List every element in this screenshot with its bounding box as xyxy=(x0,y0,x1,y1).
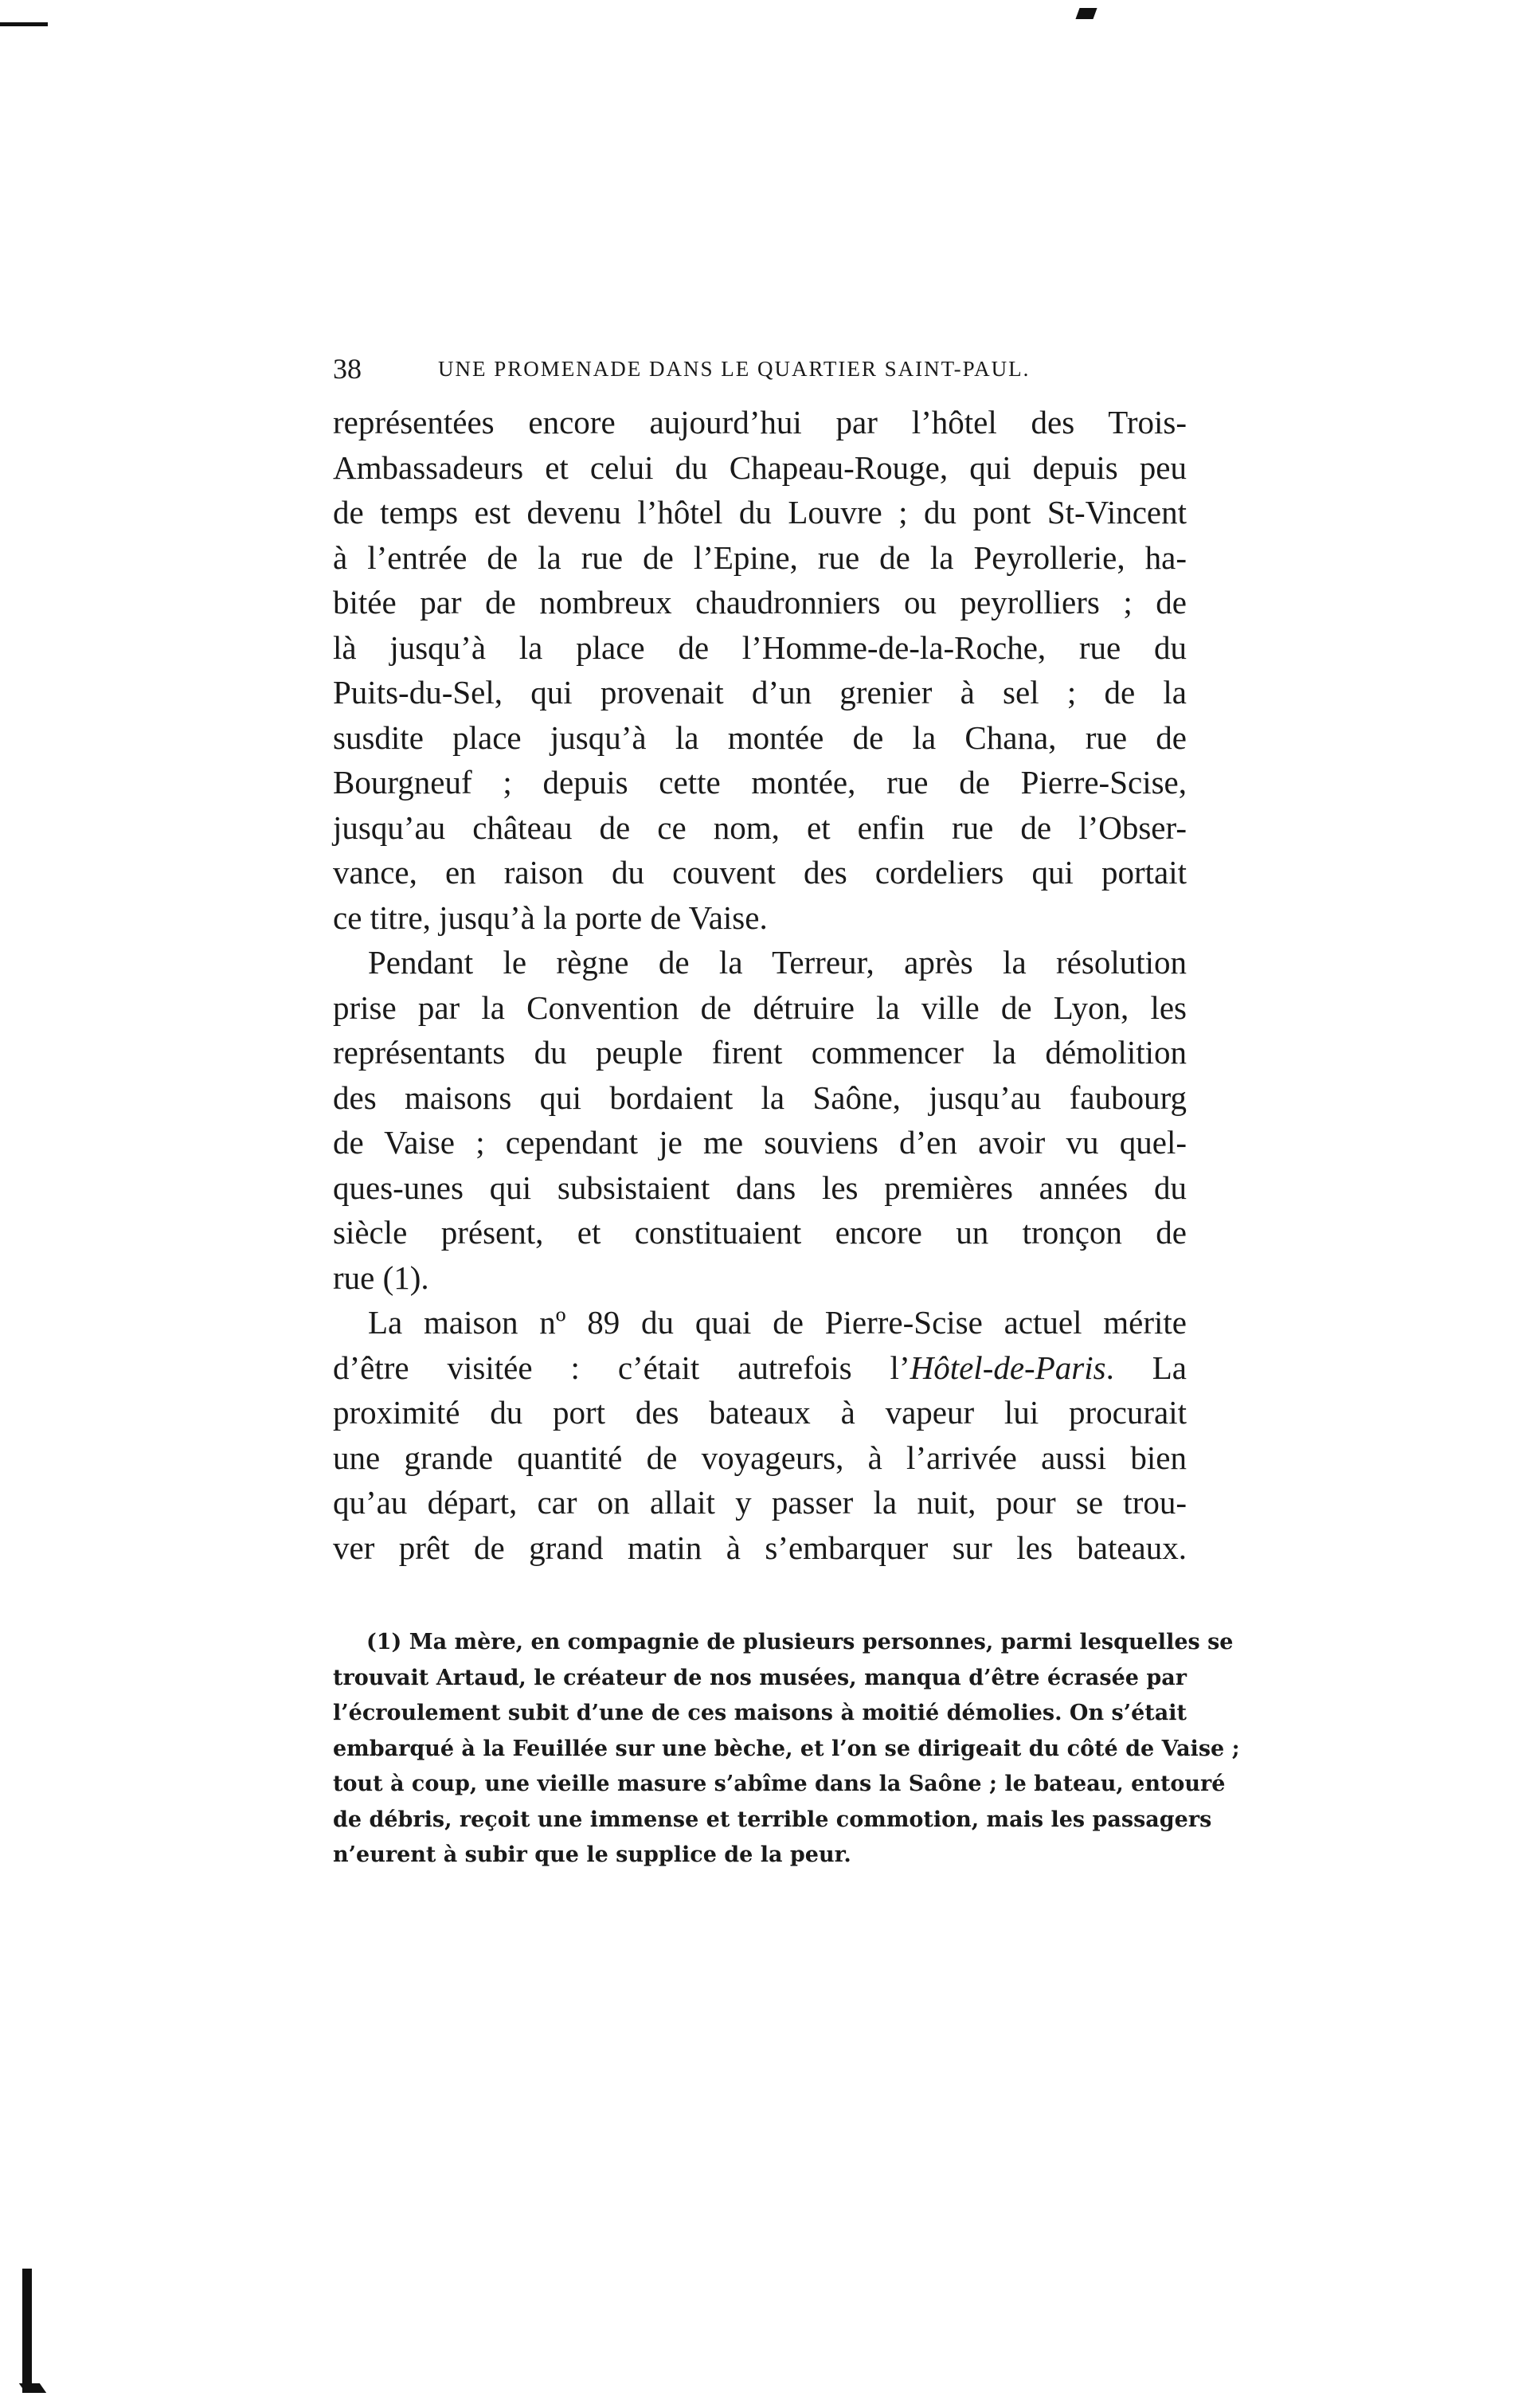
body-line: Ambassadeurs et celui du Chapeau-Rouge, qui depuis peu xyxy=(333,448,1187,486)
body-line: proximité du port des bateaux à vapeur lui procurait xyxy=(333,1394,1187,1431)
body-line: jusqu’au château de ce nom, et enfin rue de l’Obser- xyxy=(333,809,1187,846)
body-line: Bourgneuf ; depuis cette montée, rue de Pierre-Scise, xyxy=(333,764,1187,801)
body-line: une grande quantité de voyageurs, à l’arrivée aussi bien xyxy=(333,1439,1187,1476)
body-line: de temps est devenu l’hôtel du Louvre ; du pont St-Vincent xyxy=(333,494,1187,531)
body-line-with-italic xyxy=(333,1345,1187,1391)
body-line: vance, en raison du couvent des cordeliers qui portait xyxy=(333,854,1187,891)
body-line-part: . La xyxy=(1105,1349,1187,1386)
body-text xyxy=(333,400,1187,1570)
body-line: ver prêt de grand matin à s’embarquer sur les bateaux. xyxy=(333,1529,1187,1566)
footnote-line: de débris, reçoit une immense et terrible commotion, mais les passagers xyxy=(333,1807,1212,1832)
scan-mark-bottom-left xyxy=(22,2269,32,2393)
body-line: représentées encore aujourd’hui par l’hôtel des Trois- xyxy=(333,404,1187,440)
body-line: ce titre, jusqu’à la porte de Vaise. xyxy=(333,899,768,936)
footnote-line: embarqué à la Feuillée sur une bèche, et l’on se dirigeait du côté de Vaise ; xyxy=(333,1736,1240,1761)
body-line: à l’entrée de la rue de l’Epine, rue de la Peyrollerie, ha- xyxy=(333,538,1187,576)
footnote-line: n’eurent à subir que le supplice de la peur. xyxy=(333,1842,851,1867)
body-line: qu’au départ, car on allait y passer la nuit, pour se trou- xyxy=(333,1484,1187,1521)
body-line: des maisons qui bordaient la Saône, jusqu’au faubourg xyxy=(333,1079,1187,1116)
body-line: prise par la Convention de détruire la ville de Lyon, les xyxy=(333,989,1187,1026)
footnote-line: tout à coup, une vieille masure s’abîme dans la Saône ; le bateau, entouré xyxy=(333,1772,1226,1796)
body-line: La maison nº 89 du quai de Pierre-Scise actuel mérite xyxy=(368,1304,1187,1341)
body-line: de Vaise ; cependant je me souviens d’en avoir vu quel- xyxy=(333,1124,1187,1161)
running-title: UNE PROMENADE DANS LE QUARTIER SAINT-PAUL. xyxy=(438,357,1031,381)
scan-mark-top-left xyxy=(0,22,48,26)
running-header xyxy=(333,349,1097,389)
body-line: représentants du peuple firent commencer la démolition xyxy=(333,1034,1187,1071)
body-line: rue (1). xyxy=(333,1259,429,1296)
body-line: susdite place jusqu’à la montée de la Chana, rue de xyxy=(333,718,1187,756)
italic-hotel-name: Hôtel-de-Paris xyxy=(910,1349,1106,1386)
body-line: Puits-du-Sel, qui provenait d’un grenier à sel ; de la xyxy=(333,674,1187,711)
footnote xyxy=(333,1625,1240,1874)
body-line: là jusqu’à la place de l’Homme-de-la-Roche, rue du xyxy=(333,628,1187,666)
body-line: siècle présent, et constituaient encore un tronçon de xyxy=(333,1214,1187,1251)
footnote-line: trouvait Artaud, le créateur de nos musées, manqua d’être écrasée par xyxy=(333,1665,1187,1690)
body-line: ques-unes qui subsistaient dans les premières années du xyxy=(333,1169,1187,1206)
body-line-part: d’être visitée : c’était autrefois l’ xyxy=(333,1349,910,1386)
body-line: Pendant le règne de la Terreur, après la résolution xyxy=(368,944,1187,981)
page-number: 38 xyxy=(333,353,362,385)
footnote-line: l’écroulement subit d’une de ces maisons à moitié démolies. On s’était xyxy=(333,1701,1187,1725)
footnote-line: (1) Ma mère, en compagnie de plusieurs personnes, parmi lesquelles se xyxy=(366,1630,1234,1654)
body-line: bitée par de nombreux chaudronniers ou peyrolliers ; de xyxy=(333,584,1187,621)
scan-mark-top-right xyxy=(1075,8,1097,19)
